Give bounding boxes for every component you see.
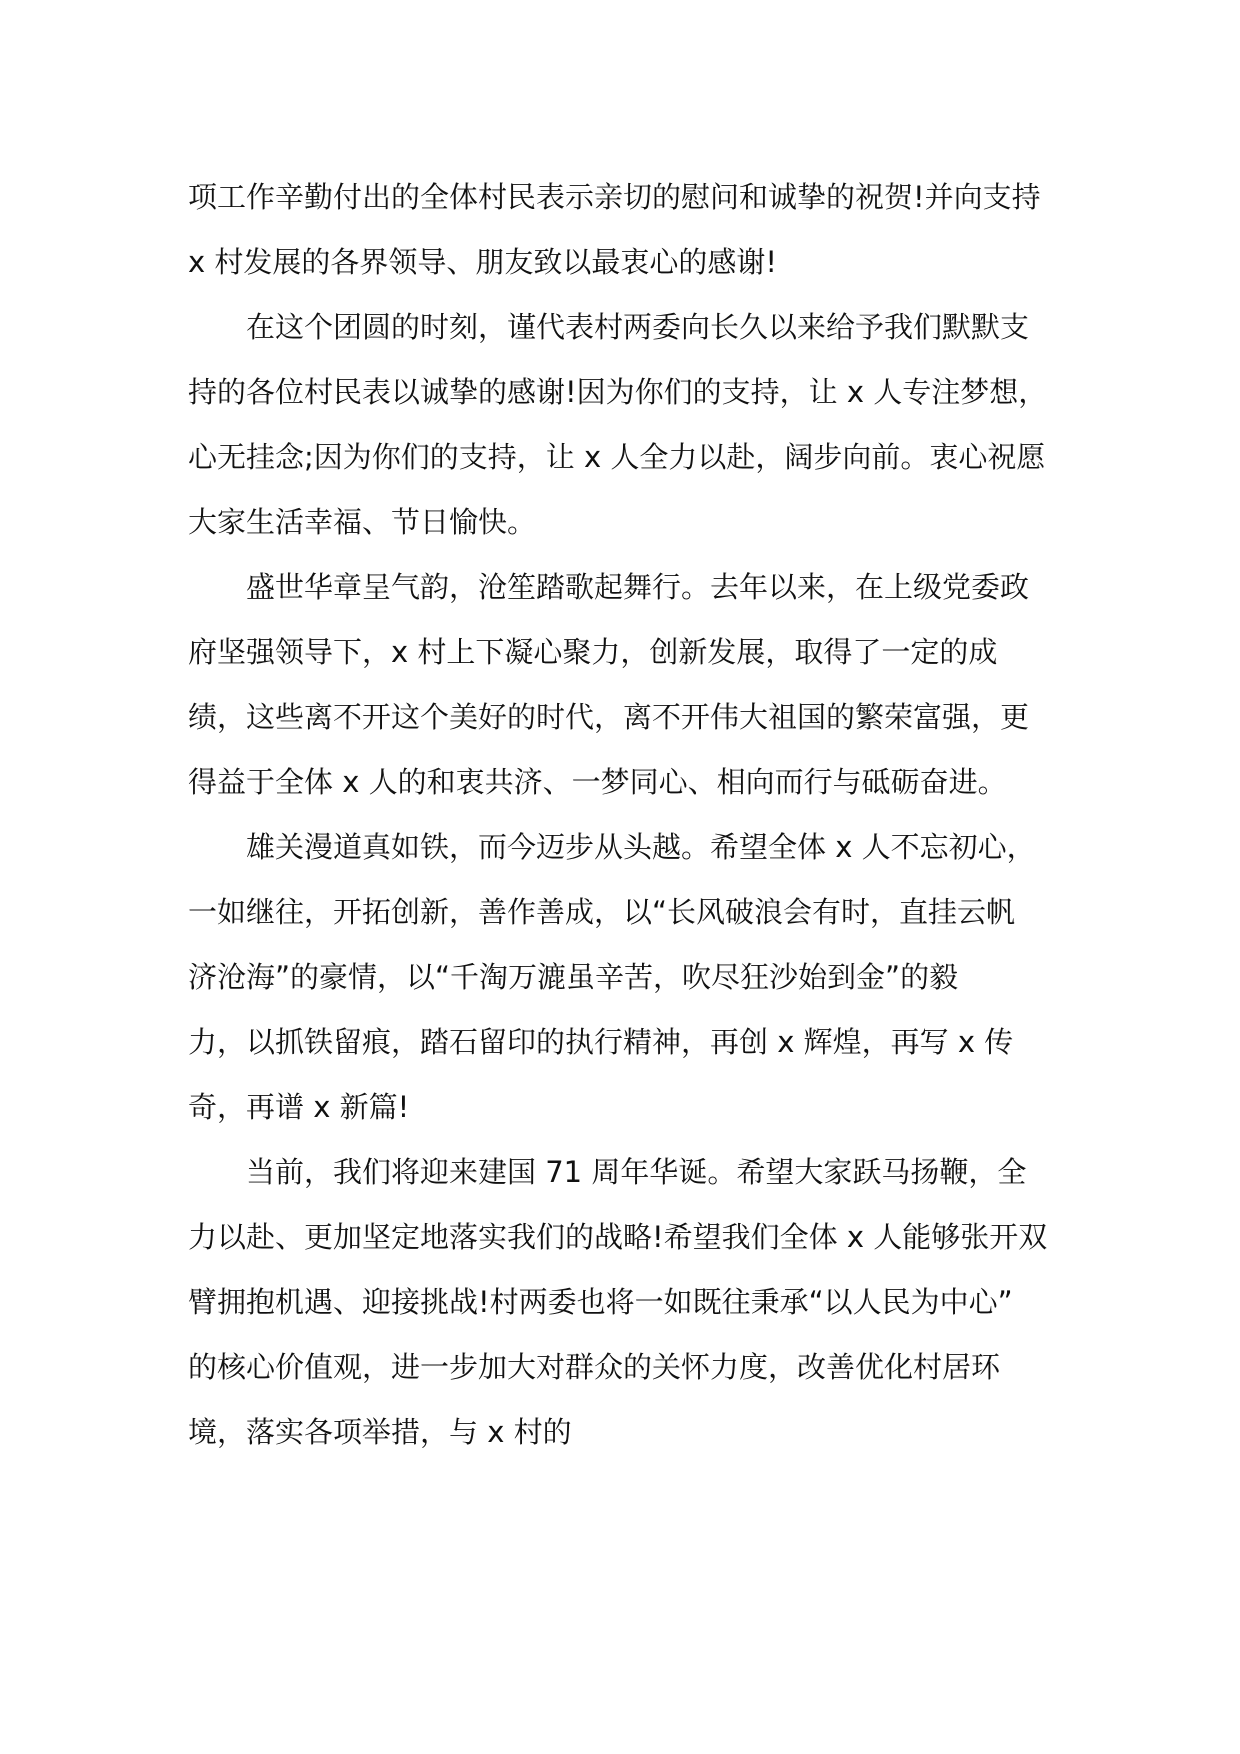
document-body — [188, 165, 1058, 1465]
paragraph-line: 大家生活幸福、节日愉快。 — [188, 505, 537, 539]
paragraph-line: 得益于全体 x 人的和衷共济、一梦同心、相向而行与砥砺奋进。 — [188, 765, 1007, 799]
paragraph-line: 绩，这些离不开这个美好的时代，离不开伟大祖国的繁荣富强，更 — [188, 700, 1030, 734]
paragraph-line: 心无挂念;因为你们的支持，让 x 人全力以赴，阔步向前。衷心祝愿 — [188, 440, 1046, 474]
paragraph-line: 的核心价值观，进一步加大对群众的关怀力度，改善优化村居环 — [188, 1350, 1001, 1384]
paragraph-line: 盛世华章呈气韵，沧笙踏歌起舞行。去年以来，在上级党委政 — [246, 570, 1030, 604]
paragraph-line: 力以赴、更加坚定地落实我们的战略!希望我们全体 x 人能够张开双 — [188, 1220, 1048, 1254]
paragraph-line: 项工作辛勤付出的全体村民表示亲切的慰问和诚挚的祝贺!并向支持 — [188, 180, 1041, 214]
paragraph-line: 臂拥抱机遇、迎接挑战!村两委也将一如既往秉承“以人民为中心” — [188, 1285, 1013, 1319]
paragraph-line: 境，落实各项举措，与 x 村的 — [188, 1415, 572, 1449]
paragraph-line: x 村发展的各界领导、朋友致以最衷心的感谢! — [188, 245, 778, 279]
paragraph-line: 雄关漫道真如铁，而今迈步从头越。希望全体 x 人不忘初心， — [246, 830, 1036, 864]
paragraph-line: 济沧海”的豪情，以“千淘万漉虽辛苦，吹尽狂沙始到金”的毅 — [188, 960, 959, 994]
paragraph-line: 奇，再谱 x 新篇! — [188, 1090, 410, 1124]
paragraph-line: 府坚强领导下，x 村上下凝心聚力，创新发展，取得了一定的成 — [188, 635, 998, 669]
paragraph-line: 持的各位村民表以诚挚的感谢!因为你们的支持，让 x 人专注梦想， — [188, 375, 1048, 409]
paragraph-line: 一如继往，开拓创新，善作善成，以“长风破浪会有时，直挂云帆 — [188, 895, 1016, 929]
paragraph-line: 在这个团圆的时刻，谨代表村两委向长久以来给予我们默默支 — [246, 310, 1030, 344]
paragraph-line: 力，以抓铁留痕，踏石留印的执行精神，再创 x 辉煌，再写 x 传 — [188, 1025, 1014, 1059]
paragraph-line: 当前，我们将迎来建国 71 周年华诞。希望大家跃马扬鞭，全 — [246, 1155, 1027, 1189]
